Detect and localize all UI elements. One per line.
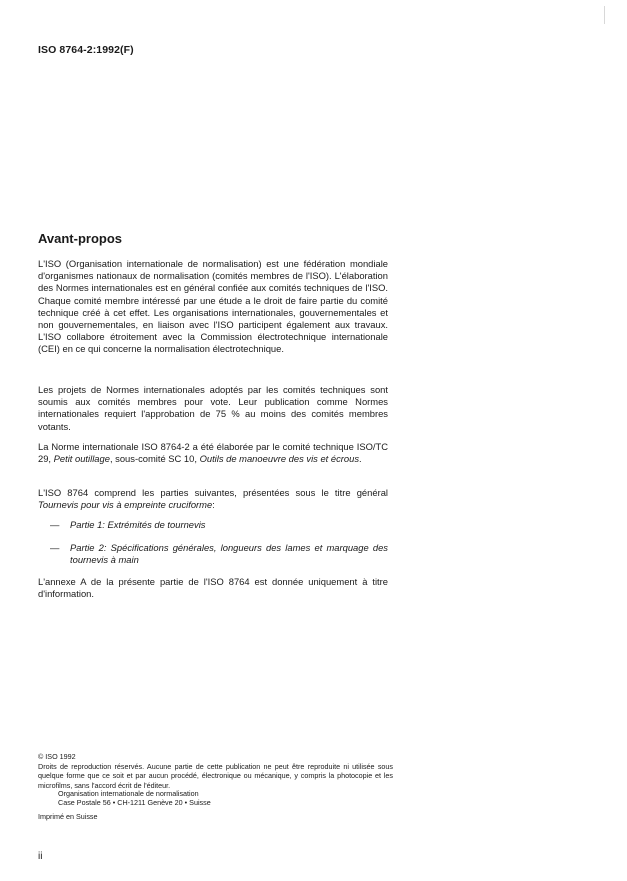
list-item-text: Partie 1: Extrémités de tournevis [70,519,206,530]
foreword-paragraph-3 [38,441,388,465]
list-item [50,542,388,566]
text-run: La Norme internationale ISO 8764-2 a été élaborée par le comité technique ISO/TC 29, [38,441,388,465]
copyright-notice: © ISO 1992 [38,752,76,761]
italic-text-run: Outils de manoeuvre des vis et écrous [199,453,360,465]
foreword-heading: Avant-propos [38,231,123,246]
text-run: L'ISO 8764 comprend les parties suivantes, présentées sous le titre général [38,487,388,498]
list-item-text: Partie 2: Spécifications générales, longueurs des lames et marquage des tournevis à main [70,542,388,566]
foreword-paragraph-4 [38,487,388,511]
italic-text-run: Petit outillage [53,453,110,465]
text-run: . [359,453,362,465]
scan-edge-mark [604,6,605,24]
paragraph-text: L'ISO (Organisation internationale de normalisation) est une fédération mondiale d'organismes nationaux de normalisation (comités membres de l'ISO). L'élaboration des Normes internationales est en général confiée aux comités techniques de l'ISO. Chaque comité membre intéressé par une étude a le droit de faire partie du comité technique créé à cet effet. Les organisations internationales, gouvernementales et non gouvernementales, en liaison avec l'ISO participent également aux travaux. L'ISO collabore étroitement avec la Commission électrotechnique internationale (CEI) en ce qui concerne la normalisation électrotechnique. [38,258,388,355]
list-dash: — [50,542,60,553]
publisher-name: Organisation internationale de normalisation [58,789,199,798]
document-id: ISO 8764-2:1992(F) [38,44,134,56]
rights-statement: Droits de reproduction réservés. Aucune partie de cette publication ne peut être reproduite ni utilisée sous quelque forme que ce soit et par aucun procédé, électronique ou mécanique, y compris la photocopie et les microfilms, sans l'accord écrit de l'éditeur. [38,762,393,790]
publisher-postal: Case Postale 56 • CH-1211 Genève 20 • Suisse [58,798,211,808]
list-dash: — [50,519,60,530]
text-run: , sous-comité SC 10, [109,453,200,465]
paragraph-text: Les projets de Normes internationales adoptés par les comités techniques sont soumis aux comités membres pour vote. Leur publication comme Normes internationales requiert l'approbation de 75 % au moins des comités membres votants. [38,384,388,432]
paragraph-text: L'annexe A de la présente partie de l'ISO 8764 est donnée uniquement à titre d'information. [38,576,388,600]
list-item [50,519,388,531]
text-run: : [212,499,215,511]
foreword-paragraph-5 [38,576,388,600]
page-number: ii [38,851,43,862]
italic-text-run: Tournevis pour vis à empreinte cruciforme [38,499,213,511]
foreword-paragraph-1 [38,258,388,356]
printed-in: Imprimé en Suisse [38,812,98,821]
foreword-paragraph-2 [38,384,388,433]
publisher-address [58,789,413,808]
